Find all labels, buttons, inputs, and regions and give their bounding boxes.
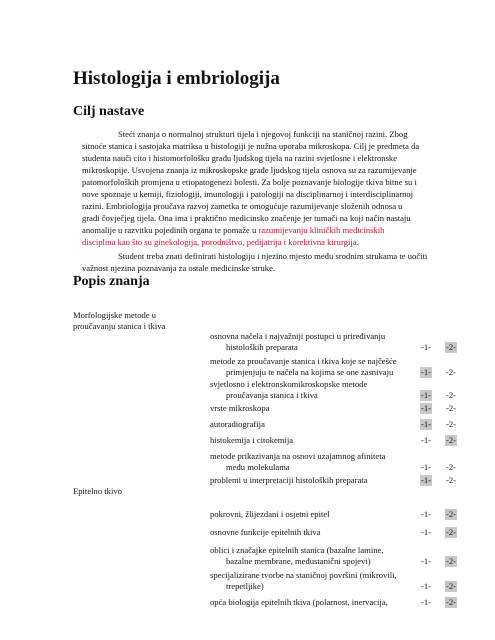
level-2-marker: -2-	[446, 342, 457, 352]
goal-line: patomorfoloških promjena u etiopatogenezi bolesti. Za bolje poznavanje biologije tkiva bitne su i	[82, 177, 417, 187]
list-item	[210, 475, 410, 486]
item-text: bazalne membrane, međustanični spojevi)	[226, 556, 371, 566]
goal-text: Steći znanja o normalnoj strukturi tijela i njegovoj funkciji na staničnoj razini. Zbog	[118, 129, 408, 139]
item-text: opća biologija epitelnih tkiva (polarnost, inervacija,	[210, 597, 388, 607]
level-2-marker: -2-	[446, 435, 457, 445]
item-text: oblici i značajke epitelnih stanica (bazalne lamine,	[210, 545, 384, 555]
item-text: među molekulama	[226, 462, 290, 472]
level-2-marker: -2-	[446, 367, 457, 377]
goal-line: mikroskopije. Usvojena znanja iz mikroskopske građe ljudskog tijela osnova su za razumijevanje	[82, 165, 417, 175]
level-2-marker: -2-	[446, 475, 457, 485]
list-item	[210, 331, 410, 353]
category-epithelium: Epitelno tkivo	[73, 486, 122, 496]
item-text: primjenjuju te načela na kojima se one zasnivaju	[226, 367, 394, 377]
goal-line: razini. Embriologija proučava razvoj zametka te omogućuje razumijevanje složenih odnosa u	[82, 201, 403, 211]
goal-text: anomalije u razvitku pojedinih organa te pomaže u	[82, 225, 259, 235]
goal-paragraph	[82, 128, 459, 274]
goal-text: .	[356, 237, 359, 247]
item-text: osnovna načela i najvažniji postupci u priređivanju	[210, 331, 386, 341]
list-item	[210, 597, 410, 608]
level-2-marker: -2-	[446, 556, 457, 566]
item-text: proučavanja stanica i tkiva	[226, 390, 318, 400]
item-text: metode za proučavanje stanica i tkiva koje se najčešće	[210, 356, 397, 366]
goal-line	[82, 224, 459, 236]
item-text: svjetlosno i elektronskomikroskopske metode	[210, 379, 368, 389]
level-2-marker: -2-	[446, 581, 457, 591]
item-text: problemi u interpretaciji histoloških preparata	[210, 475, 368, 485]
level-2-marker: -2-	[446, 390, 457, 400]
goal-line: važnost njezina poznavanja za ostale medicinske struke.	[82, 263, 276, 273]
level-1-marker: -1-	[421, 597, 432, 607]
level-1-marker: -1-	[421, 403, 432, 413]
level-2-marker: -2-	[446, 509, 457, 519]
goal-line: sitnoće stanica i sastojaka matriksa u histologiji je nužna uporaba mikroskopa. Cilj je predmeta da	[82, 141, 420, 151]
item-text: trepetljike)	[226, 581, 264, 591]
list-item	[210, 570, 410, 592]
goal-line: studenta nauči cito i histomorfološku građu ljudskog tijela na razini svjetlosne i elektronske	[82, 153, 398, 163]
highlighted-text: razumijevanju kliničkih medicinskih	[258, 225, 385, 235]
page-title: Histologija i embriologija	[73, 68, 280, 89]
level-2-marker: -2-	[446, 527, 457, 537]
level-1-marker: -1-	[421, 556, 432, 566]
item-text: histokemija i citokemija	[210, 435, 294, 445]
level-1-marker: -1-	[421, 367, 432, 377]
level-1-marker: -1-	[421, 435, 432, 445]
item-text: vrste mikroskopa	[210, 403, 270, 413]
goal-line	[82, 128, 459, 140]
goal-text: Student treba znati definirati histologiju i njezino mjesto među srodnim strukama te uočiti	[118, 251, 428, 261]
list-item	[210, 545, 410, 567]
item-text: metode prikazivanja na osnovi uzajamnog afiniteta	[210, 451, 386, 461]
category-label: Morfologijske metode u	[73, 310, 157, 320]
category-morphology	[73, 310, 193, 332]
section-heading-knowledge: Popis znanja	[73, 274, 150, 289]
list-item	[210, 356, 410, 378]
list-item	[210, 419, 410, 430]
level-2-marker: -2-	[446, 597, 457, 607]
list-item	[210, 527, 410, 538]
level-2-marker: -2-	[446, 403, 457, 413]
level-1-marker: -1-	[421, 509, 432, 519]
level-2-marker: -2-	[446, 419, 457, 429]
level-1-marker: -1-	[421, 527, 432, 537]
level-1-marker: -1-	[421, 581, 432, 591]
level-1-marker: -1-	[421, 475, 432, 485]
level-2-marker: -2-	[446, 462, 457, 472]
section-heading-goal: Cilj nastave	[73, 104, 145, 119]
item-text: osnovne funkcije epitelnih tkiva	[210, 527, 321, 537]
list-item	[210, 435, 410, 446]
level-1-marker: -1-	[421, 462, 432, 472]
goal-line: građi čovječjeg tijela. Ona ima i praktično medicinsko značenje jer tumači na koji način nastaju	[82, 213, 411, 223]
level-1-marker: -1-	[421, 342, 432, 352]
highlighted-text: disciplina kao što su ginekologija, porodništvo, pedijatrija i korektivna kirurgija	[82, 237, 357, 247]
list-item	[210, 451, 410, 473]
list-item	[210, 509, 410, 520]
goal-line	[82, 236, 459, 248]
item-text: specijalizirane tvorbe na staničnoj površini (mikrovili,	[210, 570, 397, 580]
level-1-marker: -1-	[421, 390, 432, 400]
goal-line: nove spoznaje u kemiji, fiziologiji, imunologiji i patologiji na disciplinarnoj i interdisciplinarnoj	[82, 189, 414, 199]
level-1-marker: -1-	[421, 419, 432, 429]
list-item	[210, 379, 410, 401]
goal-line	[82, 250, 459, 262]
list-item	[210, 403, 410, 414]
category-label: proučavanju stanica i tkiva	[73, 321, 166, 331]
item-text: autoradiografija	[210, 419, 265, 429]
item-text: histoloških preparata	[226, 342, 298, 352]
item-text: pokrovni, žlijezdani i osjetni epitel	[210, 509, 330, 519]
